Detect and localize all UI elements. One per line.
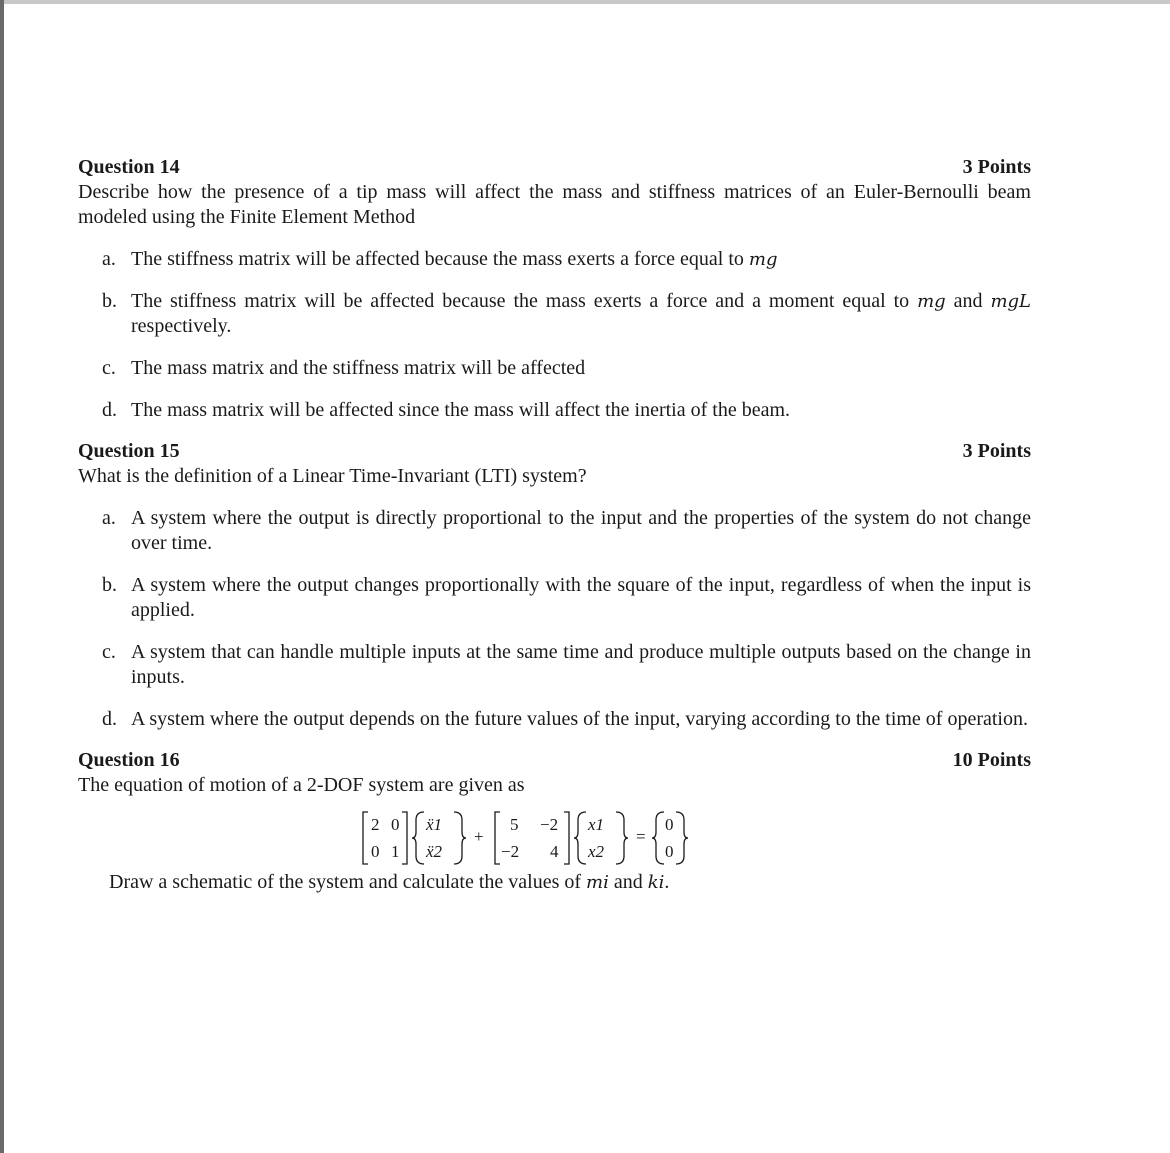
question-15-points: 3 Points	[962, 440, 1031, 462]
option-text-mid: and	[945, 290, 991, 312]
question-16-title: Question 16	[78, 749, 180, 771]
question-16-instruction	[78, 870, 1031, 895]
mass-m22: 1	[391, 842, 400, 861]
stiff-k11: 5	[510, 815, 519, 834]
mass-m12: 0	[391, 815, 400, 834]
document-page	[78, 155, 1031, 895]
option-letter: b.	[102, 290, 117, 312]
question-14-option-d	[78, 398, 1031, 423]
option-text-post: respectively.	[131, 315, 232, 337]
math-mg: mg	[748, 249, 778, 270]
plus-sign: +	[474, 827, 484, 846]
stiff-k12: −2	[540, 815, 559, 834]
question-16-header	[78, 748, 1031, 773]
bracket-left-icon	[363, 812, 368, 864]
brace-left-icon	[412, 812, 424, 864]
option-text: A system where the output depends on the future values of the input, varying according to the time of operation.	[131, 708, 1028, 730]
rhs-1: 0	[665, 815, 674, 834]
bracket-left-icon	[495, 812, 500, 864]
question-14-option-c	[78, 356, 1031, 381]
equation-of-motion	[78, 808, 1031, 870]
stiff-k21: −2	[501, 842, 520, 861]
question-14-header	[78, 155, 1031, 180]
option-text: A system that can handle multiple inputs at the same time and produce multiple outputs based on the change in inputs.	[131, 641, 1031, 688]
option-letter: d.	[102, 399, 117, 421]
option-text: A system where the output changes proportionally with the square of the input, regardless of when the input is applied.	[131, 574, 1031, 621]
question-15-prompt: What is the definition of a Linear Time-Invariant (LTI) system?	[78, 465, 587, 487]
instruction-text-post: .	[664, 871, 670, 893]
option-text: The mass matrix and the stiffness matrix will be affected	[131, 357, 586, 379]
disp-x2: x2	[588, 842, 605, 861]
question-15-header	[78, 439, 1031, 464]
brace-right-icon	[616, 812, 628, 864]
question-15-option-a	[78, 506, 1031, 556]
acc-x2: ẍ2	[426, 842, 443, 861]
option-text: The stiffness matrix will be affected because the mass exerts a force equal to	[131, 248, 749, 270]
viewer-top-border	[0, 0, 1170, 4]
brace-left-icon	[652, 812, 664, 864]
question-14-option-b	[78, 289, 1031, 339]
question-14-points: 3 Points	[962, 156, 1031, 178]
option-letter: a.	[102, 248, 116, 270]
option-text: The stiffness matrix will be affected because the mass exerts a force and a moment equal to	[131, 290, 918, 312]
mass-m21: 0	[371, 842, 380, 861]
mass-m11: 2	[371, 815, 380, 834]
question-15-option-b	[78, 573, 1031, 623]
option-text: The mass matrix will be affected since the mass will affect the inertia of the beam.	[131, 399, 791, 421]
bracket-right-icon	[564, 812, 569, 864]
question-15-title: Question 15	[78, 440, 180, 462]
question-14-option-a	[78, 247, 1031, 272]
math-ki: ki	[647, 872, 665, 893]
question-14-title: Question 14	[78, 156, 180, 178]
question-16-prompt: The equation of motion of a 2-DOF system are given as	[78, 774, 525, 796]
option-letter: c.	[102, 357, 116, 379]
question-15-options	[78, 506, 1031, 732]
option-letter: d.	[102, 708, 117, 730]
math-mg: mg	[917, 291, 946, 312]
option-letter: b.	[102, 574, 117, 596]
bracket-right-icon	[402, 812, 407, 864]
question-16-points: 10 Points	[952, 749, 1031, 771]
acc-x1: ẍ1	[426, 815, 443, 834]
instruction-text: Draw a schematic of the system and calculate the values of	[109, 871, 587, 893]
question-15-option-d	[78, 707, 1031, 732]
question-14-options	[78, 247, 1031, 423]
instruction-text-mid: and	[608, 871, 648, 893]
brace-right-icon	[676, 812, 688, 864]
question-15-option-c	[78, 640, 1031, 690]
disp-x1: x1	[588, 815, 605, 834]
brace-right-icon	[454, 812, 466, 864]
option-letter: c.	[102, 641, 116, 663]
rhs-2: 0	[665, 842, 674, 861]
brace-left-icon	[574, 812, 586, 864]
viewer-left-border	[0, 0, 4, 1153]
math-mgL: mgL	[990, 291, 1031, 312]
math-mi: mi	[586, 872, 609, 893]
option-letter: a.	[102, 507, 116, 529]
option-text: A system where the output is directly proportional to the input and the properties of the system do not change over time.	[131, 507, 1031, 554]
matrix-equation-svg	[358, 808, 758, 870]
stiff-k22: 4	[550, 842, 559, 861]
question-14-prompt: Describe how the presence of a tip mass will affect the mass and stiffness matrices of an Euler-Bernoulli beam modeled using the Finite Element Method	[78, 181, 1031, 228]
equals-sign: =	[636, 827, 646, 846]
